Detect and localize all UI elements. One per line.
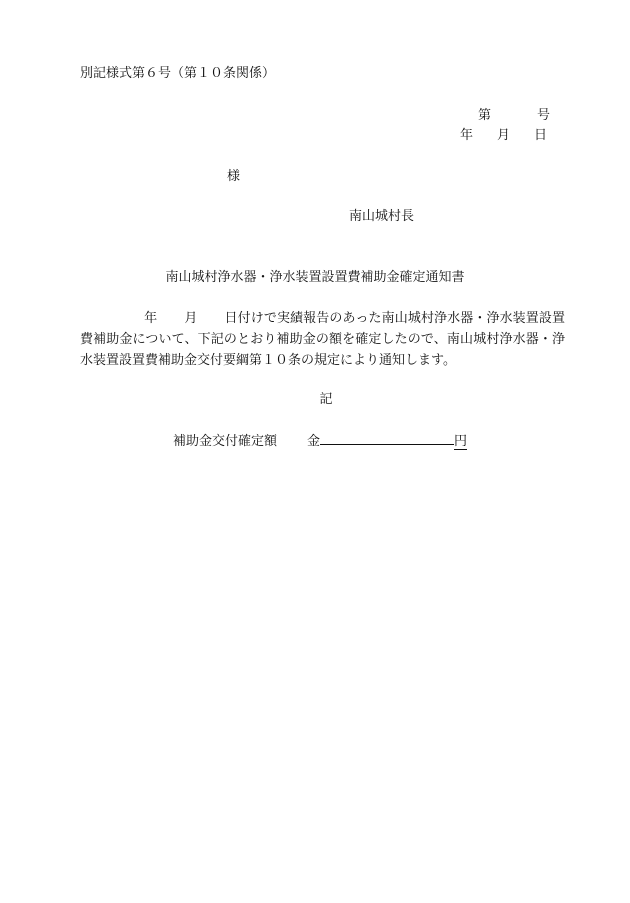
doc-number-prefix: 第 [477,108,491,123]
document-title: 南山城村浄水器・浄水装置設置費補助金確定通知書 [165,270,465,285]
date-line [460,129,547,142]
date-day: 日 [533,128,547,143]
date-month: 月 [496,128,510,143]
amount-label: 補助金交付確定額 [173,434,278,449]
amount-blank-field [320,432,454,445]
body-text: 日付けで実績報告のあった南山城村浄水器・浄水装置設置費補助金について、下記のとおり補助金の額を確定したので、南山城村浄水器・浄水装置設置費補助金交付要綱第１０条の規定により通知します。 [80,311,565,368]
document-number-line [478,109,550,122]
amount-prefix: 金 [307,434,321,449]
form-number: 別記様式第６号（第１０条関係） [80,66,276,81]
doc-number-suffix: 号 [536,108,550,123]
body-paragraph [80,308,565,371]
body-year: 年 [144,311,158,326]
date-year: 年 [459,128,473,143]
body-month: 月 [184,311,198,326]
ki-heading: 記 [319,392,333,407]
amount-suffix: 円 [454,434,468,449]
amount-line [173,432,467,448]
recipient-line: 様 [227,169,241,184]
issuer-name: 南山城村長 [349,209,415,224]
